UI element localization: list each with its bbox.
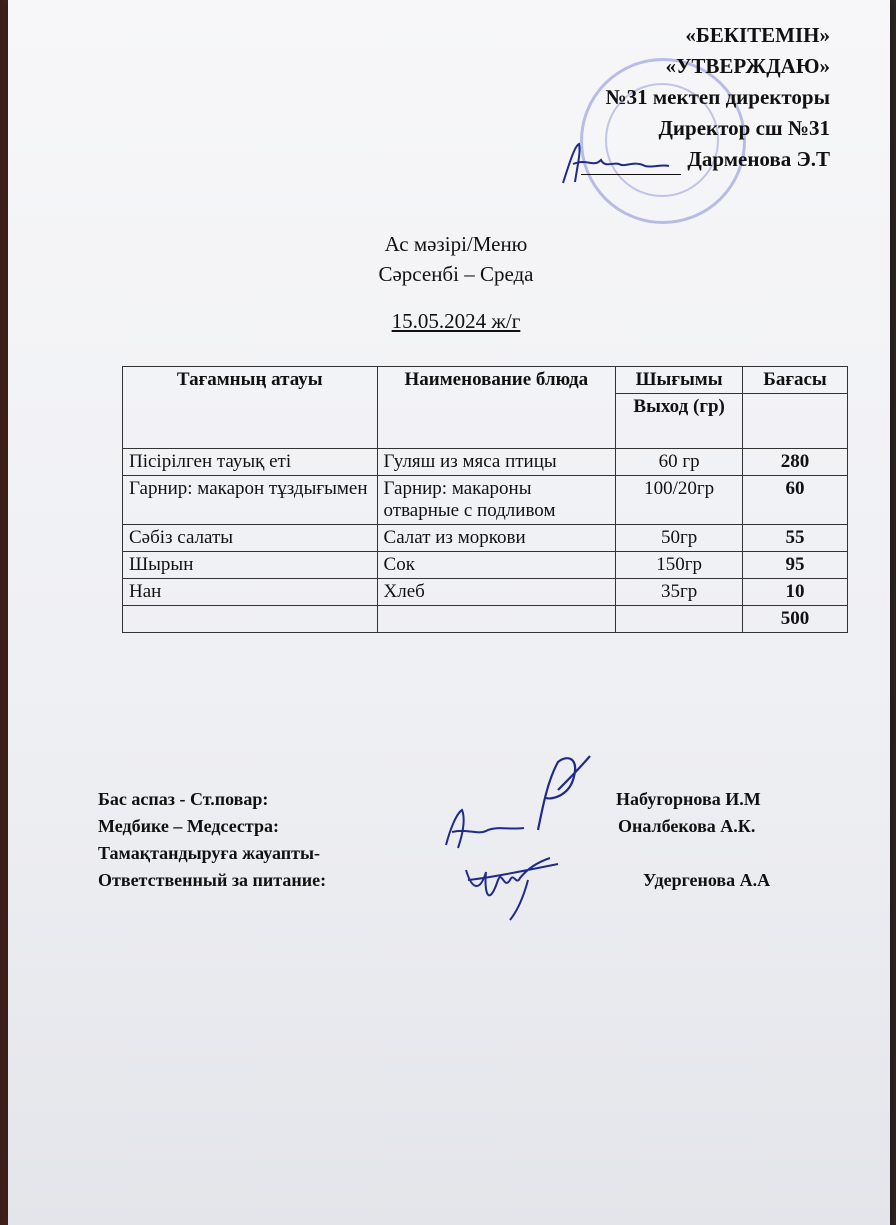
table-row — [123, 525, 848, 552]
weekday-title: Сәрсенбі – Среда — [378, 262, 534, 286]
menu-table — [122, 366, 848, 633]
cell-yield: 35гр — [616, 579, 743, 606]
header-ru-name: Наименование блюда — [377, 367, 616, 449]
cell-price: 60 — [743, 476, 848, 525]
cell-kz: Нан — [123, 579, 378, 606]
cell-kz: Шырын — [123, 552, 378, 579]
header-yield-kz: Шығымы — [616, 367, 743, 394]
director-name: Дарменова Э.Т — [687, 147, 830, 171]
table-row — [123, 579, 848, 606]
cell-ru: Гарнир: макароны отварные с подливом — [377, 476, 616, 525]
cell-kz: Гарнир: макарон тұздығымен — [123, 476, 378, 525]
header-yield-ru: Выход (гр) — [616, 394, 743, 449]
approval-line-kz: «БЕКІТЕМІН» — [685, 23, 830, 47]
menu-date: 15.05.2024 ж/г — [391, 309, 521, 333]
director-signature — [553, 138, 673, 188]
cell-ru: Гуляш из мяса птицы — [377, 449, 616, 476]
cell-kz: Сәбіз салаты — [123, 525, 378, 552]
nurse-name: Оналбекова А.К. — [618, 816, 756, 836]
responsible-label-ru: Ответственный за питание: — [98, 870, 327, 890]
chef-signature — [518, 750, 598, 835]
header-kz-name: Тағамның атауы — [123, 367, 378, 449]
header-price: Бағасы — [743, 367, 848, 394]
nurse-label: Медбике – Медсестра: — [98, 816, 279, 836]
cell-ru: Хлеб — [377, 579, 616, 606]
cell-yield: 100/20гр — [616, 476, 743, 525]
total-empty — [616, 606, 743, 633]
cell-yield: 50гр — [616, 525, 743, 552]
responsible-name: Удергенова А.А — [643, 870, 771, 890]
total-empty — [377, 606, 616, 633]
cell-kz: Пісірілген тауық еті — [123, 449, 378, 476]
chef-name: Набугорнова И.М — [616, 789, 761, 809]
approval-position-kz: №31 мектеп директоры — [605, 85, 830, 109]
cell-price: 10 — [743, 579, 848, 606]
menu-title: Ас мәзірі/Меню — [384, 232, 528, 256]
total-price: 500 — [743, 606, 848, 633]
table-row — [123, 476, 848, 525]
cell-price: 95 — [743, 552, 848, 579]
table-header-row — [123, 367, 848, 394]
chef-label: Бас аспаз - Ст.повар: — [98, 789, 269, 809]
table-total-row — [123, 606, 848, 633]
header-price-empty — [743, 394, 848, 449]
paper-sheet — [8, 0, 890, 1225]
approval-line-ru: «УТВЕРЖДАЮ» — [665, 54, 830, 78]
nurse-signature — [438, 800, 528, 855]
cell-ru: Сок — [377, 552, 616, 579]
responsible-signature — [458, 850, 568, 925]
cell-yield: 150гр — [616, 552, 743, 579]
responsible-label-kz: Тамақтандыруға жауапты- — [98, 843, 321, 863]
cell-yield: 60 гр — [616, 449, 743, 476]
cell-price: 55 — [743, 525, 848, 552]
total-empty — [123, 606, 378, 633]
table-row — [123, 552, 848, 579]
table-row — [123, 449, 848, 476]
approval-position-ru: Директор сш №31 — [658, 116, 830, 140]
cell-price: 280 — [743, 449, 848, 476]
cell-ru: Салат из моркови — [377, 525, 616, 552]
